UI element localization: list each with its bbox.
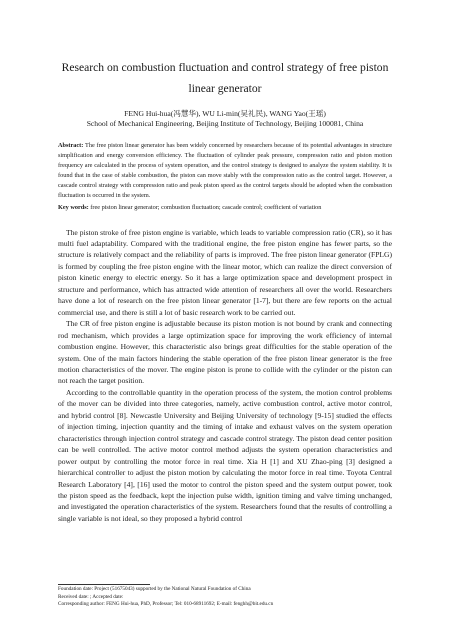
footnote-dates: Received date: ; Accepted date:	[58, 593, 124, 600]
keywords-label: Key words:	[58, 203, 89, 211]
affiliation: School of Mechanical Engineering, Beijing Institute of Technology, Beijing 100081, China	[86, 119, 364, 128]
body-paragraph: The CR of free piston engine is adjustable because its piston motion is not bound by crank and connecting rod mechanism, which provides a large optimization space for improving the work efficiency of internal combustion engine. However, this characteristic also brings great difficulties for the stable operation of the system. One of the main factors hindering the stable operation of the free piston linear generator is the free motion characteristics of the mover. The engine piston is prone to collide with the cylinder or the piston can not reach the target position.	[58, 319, 392, 386]
abstract	[58, 141, 392, 202]
body-text	[58, 227, 392, 525]
body-paragraph: According to the controllable quantity in the operation process of the system, the motion control problems of the mover can be divided into three categories, namely, active combustion control, active motor control, and hybrid control [8]. Newcastle University and Beijing University of technology [9-15] studied the effects of injection timing, injection quantity and the timing of intake and exhaust valves on the system operation characteristics through injection control strategy and cascade control strategy. The piston dead center position can be well controlled. The active motor control method adjusts the system operation characteristics and power output by controlling the motor force in real time. Xia H [1] and XU Zhao-ping [3] designed a hierarchical controller to adjust the piston motion by calculating the motor force in real time. Toyota Central Research Laboratory [4], [16] used the motor to control the piston speed and the system output power, took the piston speed as the feedback, kept the injection pulse width, ignition timing and valve timing unchanged, and investigated the operation characteristics of the system. Researchers found that the results of controlling a single variable is not ideal, so they proposed a hybrid control	[58, 387, 392, 523]
footnote-corresponding-author: Corresponding author: FENG Hui-hua, PhD, Professor; Tel: 010-68911692; E-mail: fenghh@bit.edu.cn	[58, 601, 274, 608]
abstract-text: The free piston linear generator has been widely concerned by researchers because of its potential advantages in structure simplification and energy conversion efficiency. The fluctuation of cylinder peak pressure, compression ratio and piston motion frequency are calculated in the process of system operation, and the control strategy is designed to analyze the system stability. It is found that in the case of stable combustion, the piston can move stably with the compression ratio as the control target. However, a cascade control strategy with compression ratio and peak piston speed as the control targets should be adopted when the combustion fluctuation is occurred in the system.	[58, 142, 392, 200]
footnotes	[58, 586, 392, 609]
footnote-divider	[58, 584, 150, 585]
abstract-label: Abstract:	[58, 142, 84, 149]
keywords-text: free piston linear generator; combustion fluctuation; cascade control; coefficient of variation	[90, 203, 322, 211]
keywords	[58, 203, 392, 213]
paper-title: Research on combustion fluctuation and control strategy of free piston linear generator	[61, 61, 389, 95]
author-list: FENG Hui-hua(冯慧华), WU Li-min(吴礼民), WANG Yao(王瑶)	[124, 109, 326, 118]
body-paragraph: The piston stroke of free piston engine is variable, which leads to variable compression ratio (CR), so it has multi fuel adaptability. Compared with the traditional engine, the free piston engine has fewer parts, so the structure is relatively compact and the reliability of parts is improved. The free piston linear generator (FPLG) is formed by coupling the free piston engine with the linear motor, which can realize the direct conversion of piston kinetic energy to electric energy. So it has a large optimization space and development prospect in structure and performance, which has attracted wide attention of researchers all over the world. Researchers have done a lot of research on the free piston linear generator [1-7], but there are few reports on the actual commercial use, and there is still a lot of basic research work to be carried out.	[58, 227, 392, 317]
footnote-foundation: Foundation date: Project (51675043) supported by the National Natural Foundation of China	[58, 586, 251, 592]
